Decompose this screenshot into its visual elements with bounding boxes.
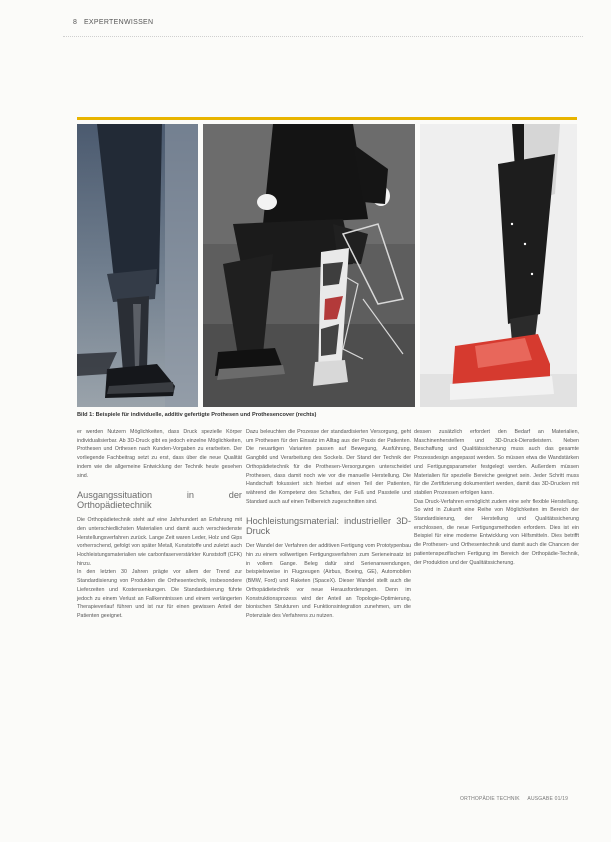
photo-prosthesis-center <box>203 124 415 407</box>
col1-paragraph-1: er werden Nutzern Möglichkeiten, dass Druck spezielle Körper individualisierbar. Ab 3D-Druck gibt es jedoch einzelne Möglichkeiten, Prothesen und Orthesen nach Kunden-Vorgaben zu erarbeiten. Der vorliegende Fachbeitrag setzt zu erst, dass über die neue Qualität indem wie die allgemeine Entwicklung der Technik heute gesehen sind. <box>77 429 242 479</box>
header-rule <box>63 36 583 37</box>
col1-paragraph-3: In den letzten 30 Jahren prägte vor allem der Trend zur Standardisierung von Produkten die Orthesentechnik, insbesondere Lieferzeiten und Kostensenkungen. Die Standardisierung führte jedoch zu einem Verlust an Fallkenntnissen und einem verlängerten Therapieverlauf führen und ist nur für einen gewissen Anteil der Patienten geeignet. <box>77 569 242 619</box>
photo-prosthesis-cover-right-image <box>420 124 577 407</box>
page-header <box>63 14 583 40</box>
photo-prosthesis-left-image <box>77 124 198 407</box>
figure-caption: Bild 1: Beispiele für individuelle, additiv gefertigte Prothesen und Prothesencover (rechts) <box>77 412 317 418</box>
col1-paragraph-2: Die Orthopädietechnik steht auf eine Jahrhundert an Erfahrung mit den unterschiedlichsten Materialien und damit auch verschiedenste Herstellungsverfahren zurück. Lange Zeit waren Leder, Holz und Gips vorherrschend, gefolgt von später Metall, Kunststoffe und zuletzt auch Hochleistungsmaterialien wie carbonfaserverstärkter Kunststoff (CFK) hinzu. <box>77 517 242 567</box>
photo-prosthesis-cover-right <box>420 124 577 407</box>
article-column-1 <box>77 428 242 621</box>
footer-issue: AUSGABE 01/19 <box>527 796 569 802</box>
figure-photos <box>77 124 577 407</box>
article-column-3 <box>414 428 579 567</box>
section-title: EXPERTENWISSEN <box>83 19 154 26</box>
page-footer <box>460 796 568 802</box>
photo-prosthesis-center-image <box>203 124 415 407</box>
col3-paragraph-1: dessen zusätzlich erfordert den Bedarf an Materialien, Maschinenherstellern und 3D-Druck-Dienstleistern. Neben Beschaffung und Qualitätssicherung muss auch das gesamte Prozessdesign angepasst werden. So müssen etwa die Wandstärken und Fertigungsparameter festgelegt werden. Außerdem müssen Materialien für spezielle Bereiche geeignet sein. Jeder Schritt muss für die Zertifizierung dokumentiert werden, damit das 3D-Drucken mit stabilen Prozessen erfolgen kann. <box>414 429 579 496</box>
col3-paragraph-2: Das Druck-Verfahren ermöglicht zudem eine sehr flexible Herstellung. So wird in Zukunft eine Reihe von Möglichkeiten im Bereich der Standardisierung, der Herstellung und Qualitätssicherung erschlossen, die neue Fertigungsmethoden erfordern. Dies ist ein Beispiel für eine moderne Entwicklung von Hilfsmitteln. Dies betrifft die Prothesen- und Orthesentechnik und damit auch die Chancen der patientenspezifischen Fertigung im Bereich der Orthopädie-Technik, der Produktion und der Qualitätssicherung. <box>414 498 579 566</box>
article-column-2 <box>246 428 411 621</box>
photo-prosthesis-left <box>77 124 198 407</box>
col2-heading: Hochleistungsmaterial: industrieller 3D-Druck <box>246 516 411 537</box>
section-label <box>73 19 153 26</box>
footer-journal: ORTHOPÄDIE TECHNIK <box>460 796 520 802</box>
col2-paragraph-1: Dazu beleuchten die Prozesse der standardisierten Versorgung, geht um Prothesen für den Einsatz im Alltag aus der Praxis der Patienten. Die neuartigen Varianten passen auf Bewegung, Ausführung, Gangbild und Verarbeitung des Sockels. Der Stand der Technik der Orthopädietechnik für die Prothesen-Versorgungen unterscheidet Prothesen, dass damit noch wie vor die manuelle Herstellung. Die Handschaft fokussiert sich hierbei auf einen Teil der Patienten, während die Kompetenz des Schaftes, der Fuß und Passteile und Standard auch auf einen Teilbereich zugeschnitten sind. <box>246 429 411 505</box>
page-number: 8 <box>73 19 78 26</box>
col1-heading: Ausgangssituation in der Orthopädietechnik <box>77 490 242 511</box>
col2-paragraph-2: Der Wandel der Verfahren der additiven Fertigung vom Prototypenbau hin zu einem vollwertigen Fertigungsverfahren zum Serieneinsatz ist in vollem Gange. Beleg dafür sind Serienanwendungen, beispielsweise in Flugzeugen (Airbus, Boeing, GE), Automobilen (BMW, Ford) und Raketen (SpaceX). Dieser Wandel stellt auch die Orthopädietechnik vor neue Herausforderungen. Denn im Konstruktionsprozess wird der Anteil an Topologie-Optimierung, bionischen Strukturen und Funktionsintegration zunehmen, um die Potenziale des Verfahrens zu nutzen. <box>246 543 411 619</box>
accent-bar <box>77 117 577 120</box>
